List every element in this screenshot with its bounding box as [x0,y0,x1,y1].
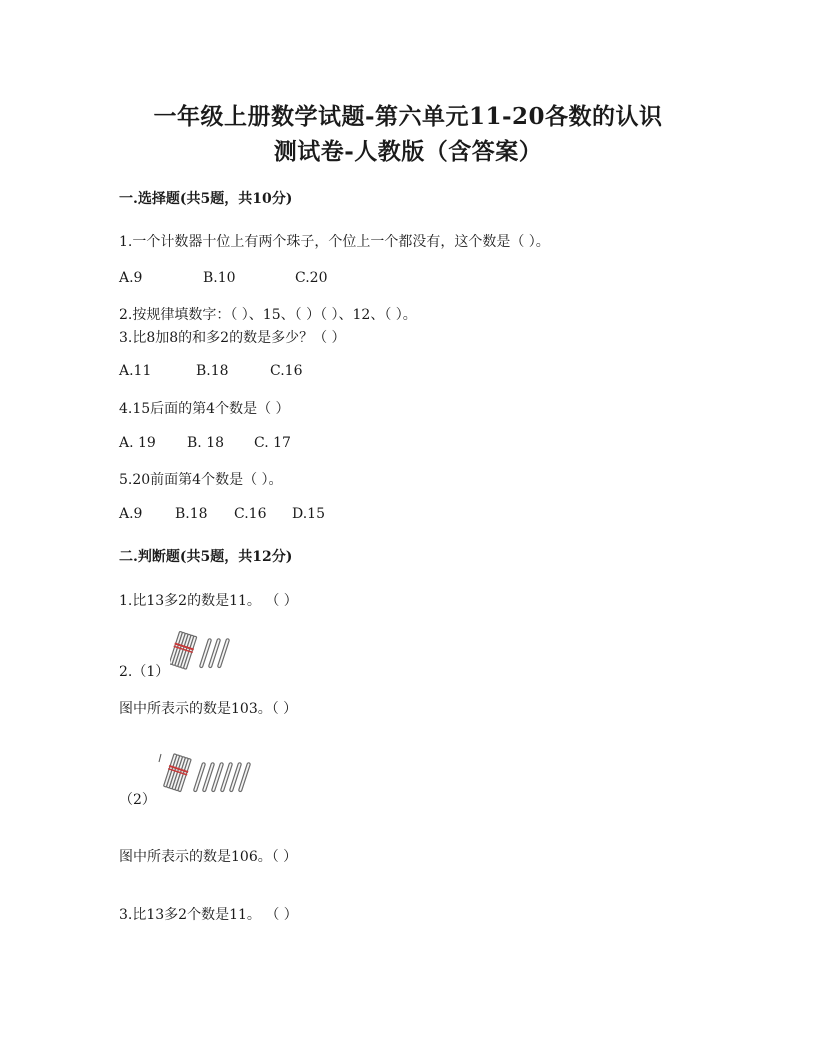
stick-bundle-illustration-2 [156,752,256,796]
section-heading-judgement: 二.判断题(共5题，共12分) [119,549,293,565]
choice-q3-option-b: B.18 [196,363,229,379]
choice-question-3: 3.比8加8的和多2的数是多少？（ ） [119,330,346,346]
choice-q5-option-a: A.9 [119,506,143,522]
judge-q2-part1-label: 2.（1） [119,664,170,680]
choice-q4-option-a: A. 19 [119,435,156,451]
choice-q1-option-b: B.10 [203,270,236,286]
page-title-line2: 测试卷-人教版（含答案） [273,138,543,165]
choice-q3-option-a: A.11 [119,363,152,379]
choice-q1-option-c: C.20 [295,270,328,286]
page-title-line1: 一年级上册数学试题-第六单元11-20各数的认识 [153,103,663,130]
stick-bundle-illustration-1 [170,630,238,670]
judge-q2-part2-text: 图中所表示的数是106。（ ） [119,849,298,865]
choice-question-5: 5.20前面第4个数是（ ）。 [119,472,283,488]
choice-question-2: 2.按规律填数字：（ ）、15、（ ）（ ）、12、（ ）。 [119,307,417,323]
judge-q2-part1-text: 图中所表示的数是103。（ ） [119,701,298,717]
choice-question-4: 4.15后面的第4个数是（ ） [119,401,290,417]
choice-q4-option-b: B. 18 [187,435,225,451]
choice-question-1: 1.一个计数器十位上有两个珠子，个位上一个都没有，这个数是（ ）。 [119,234,550,250]
section-heading-choice: 一.选择题(共5题，共10分) [119,191,293,207]
choice-q5-option-d: D.15 [292,506,325,522]
choice-q3-option-c: C.16 [270,363,303,379]
judge-question-1: 1.比13多2的数是11。 （ ） [119,593,298,609]
judge-question-3: 3.比13多2个数是11。 （ ） [119,907,298,923]
choice-q4-option-c: C. 17 [254,435,291,451]
choice-q5-option-c: C.16 [234,506,267,522]
choice-q1-option-a: A.9 [119,270,143,286]
judge-q2-part2-label: （2） [119,792,156,808]
choice-q5-option-b: B.18 [175,506,208,522]
